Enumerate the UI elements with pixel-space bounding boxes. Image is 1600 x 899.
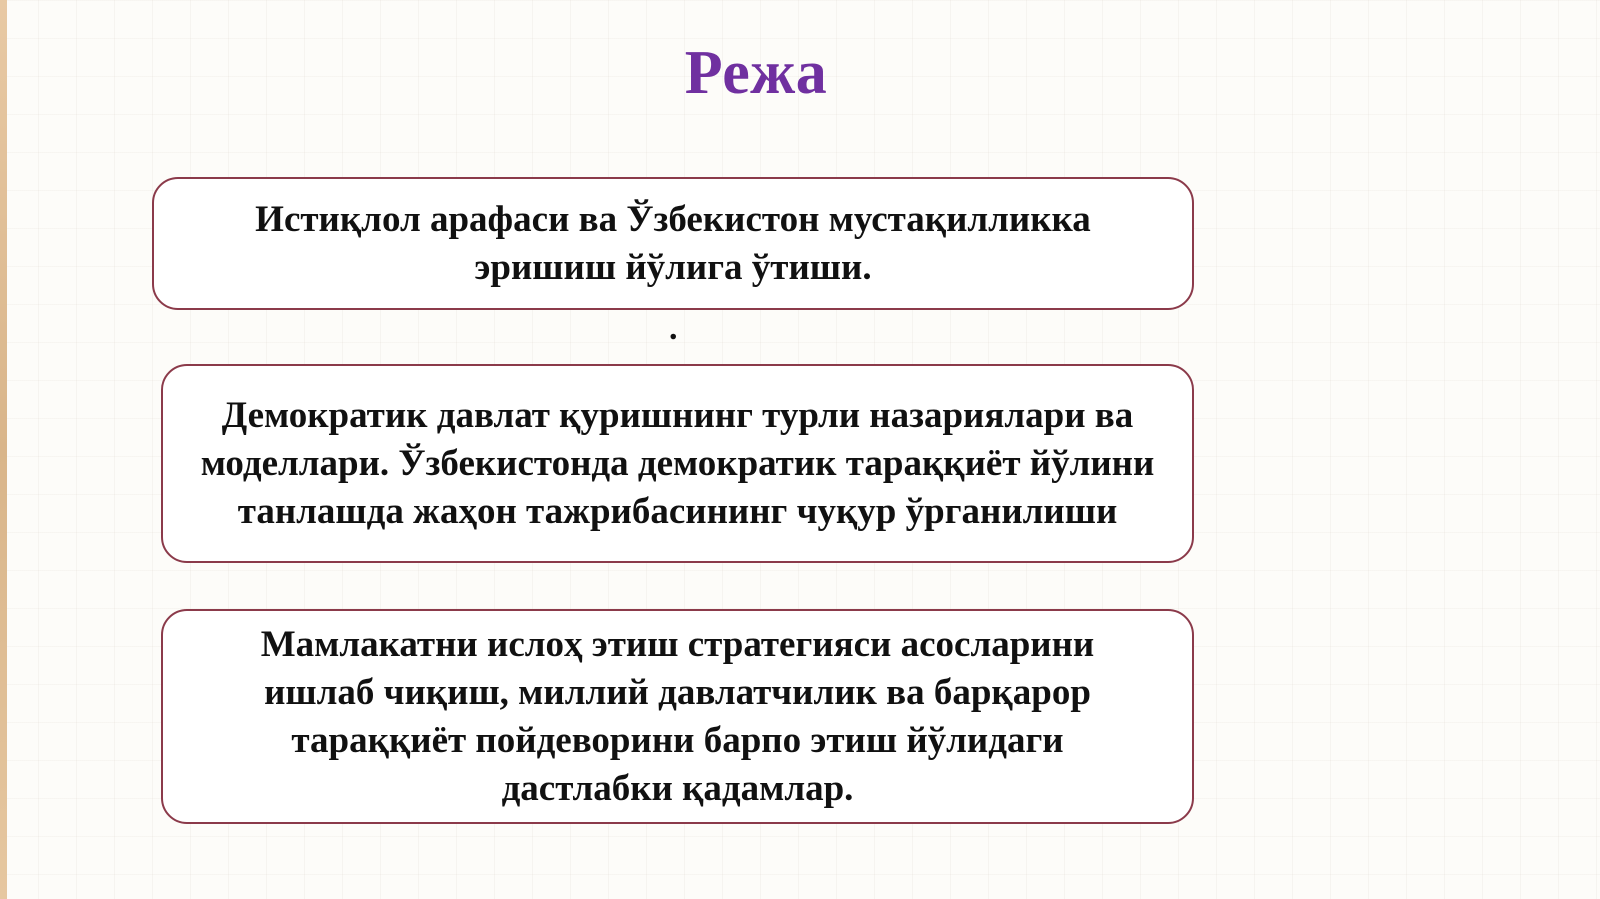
plan-item-1-text: Истиқлол арафаси ва Ўзбекистон мустақилликка эришиш йўлига ўтиши.: [255, 198, 1091, 288]
slide-title: Режа: [684, 39, 828, 107]
plan-item-2: [161, 364, 1194, 563]
plan-item-3-text: Мамлакатни ислоҳ этиш стратегияси асосларини ишлаб чиқиш, миллий давлатчилик ва барқарор тараққиёт пойдеворини барпо этиш йўлидаги дастлабки қадамлар.: [260, 623, 1095, 809]
plan-item-2-text: Демократик давлат қуришнинг турли назариялари ва моделлари. Ўзбекистонда демократик тараққиёт йўлини танлашда жаҳон тажрибасининг чуқур ўрганилиши: [200, 394, 1155, 532]
plan-item-3: [161, 609, 1194, 824]
left-accent-strip: [0, 0, 7, 899]
plan-item-1: [152, 177, 1194, 310]
separator-dot: .: [669, 310, 678, 347]
